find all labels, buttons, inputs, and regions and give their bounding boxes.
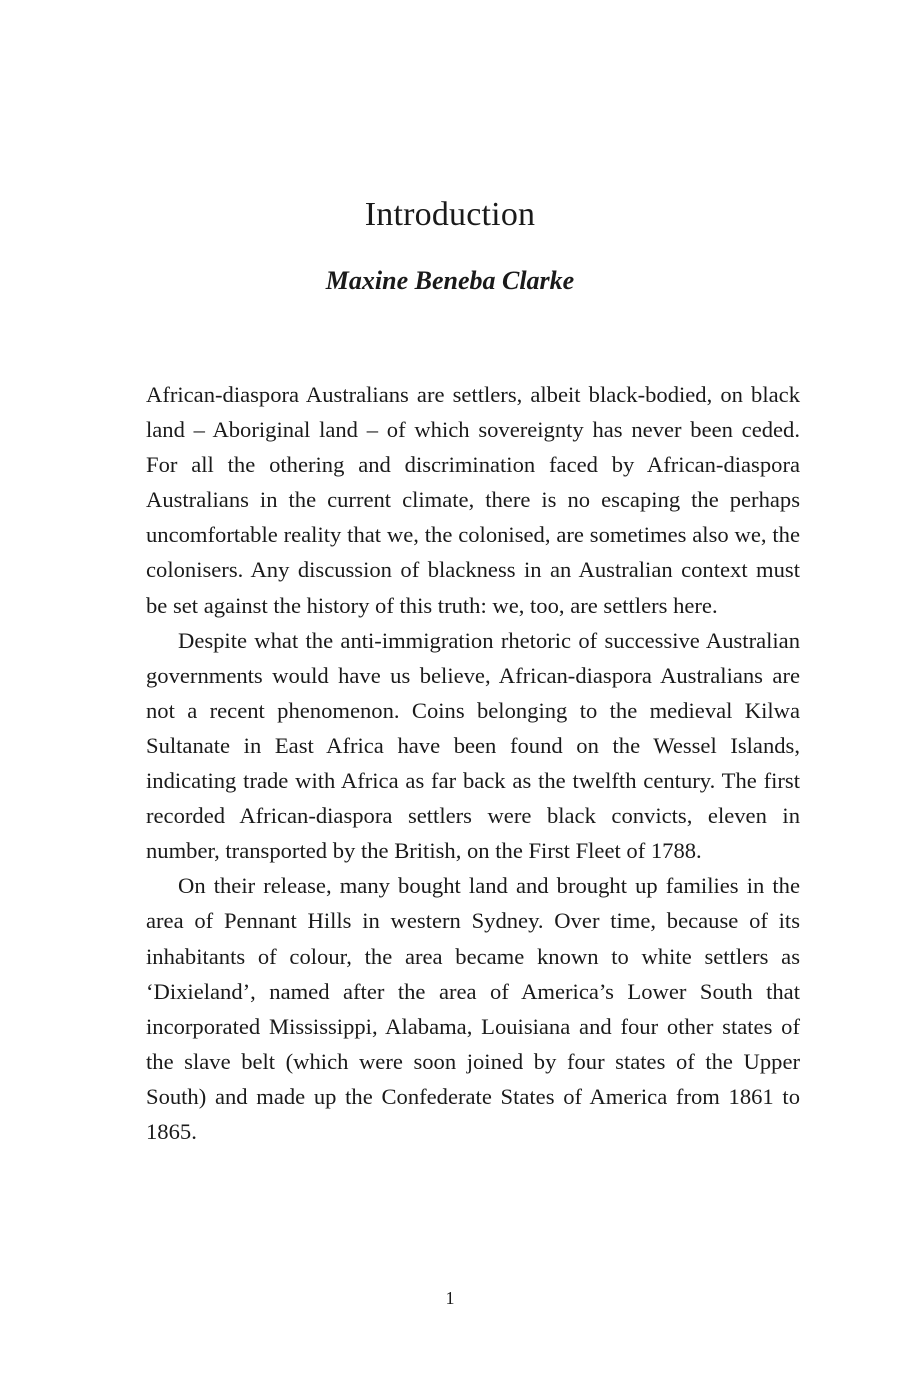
body-text [146,377,800,1149]
chapter-title: Introduction [364,196,536,233]
paragraph-2: Despite what the anti-immigration rhetoric of successive Australian governments would have us believe, African-diaspora Australians are not a recent phenomenon. Coins belonging to the medieval Kilwa Sultanate in East Africa have been found on the Wessel Islands, indicating trade with Africa as far back as the twelfth century. The first recorded African-diaspora settlers were black convicts, eleven in number, transported by the British, on the First Fleet of 1788. [146,627,800,864]
chapter-author: Maxine Beneba Clarke [325,266,575,295]
page-number: 1 [445,1288,455,1308]
paragraph-3: On their release, many bought land and brought up families in the area of Pennant Hills in western Sydney. Over time, because of its inhabitants of colour, the area became known to white settlers as ‘Dixieland’, named after the area of America’s Lower South that incorporated Mississippi, Alabama, Louisiana and four other states of the slave belt (which were soon joined by four states of the Upper South) and made up the Confederate States of America from 1861 to 1865. [146,873,800,1144]
paragraph-1: African-diaspora Australians are settlers, albeit black-bodied, on black land – Aboriginal land – of which sovereignty has never been ceded. For all the othering and discrimination faced by African-diaspora Australians in the current climate, there is no escaping the perhaps uncomfortable reality that we, the colonised, are sometimes also we, the colonisers. Any discussion of blackness in an Australian context must be set against the history of this truth: we, too, are settlers here. [146,382,800,618]
